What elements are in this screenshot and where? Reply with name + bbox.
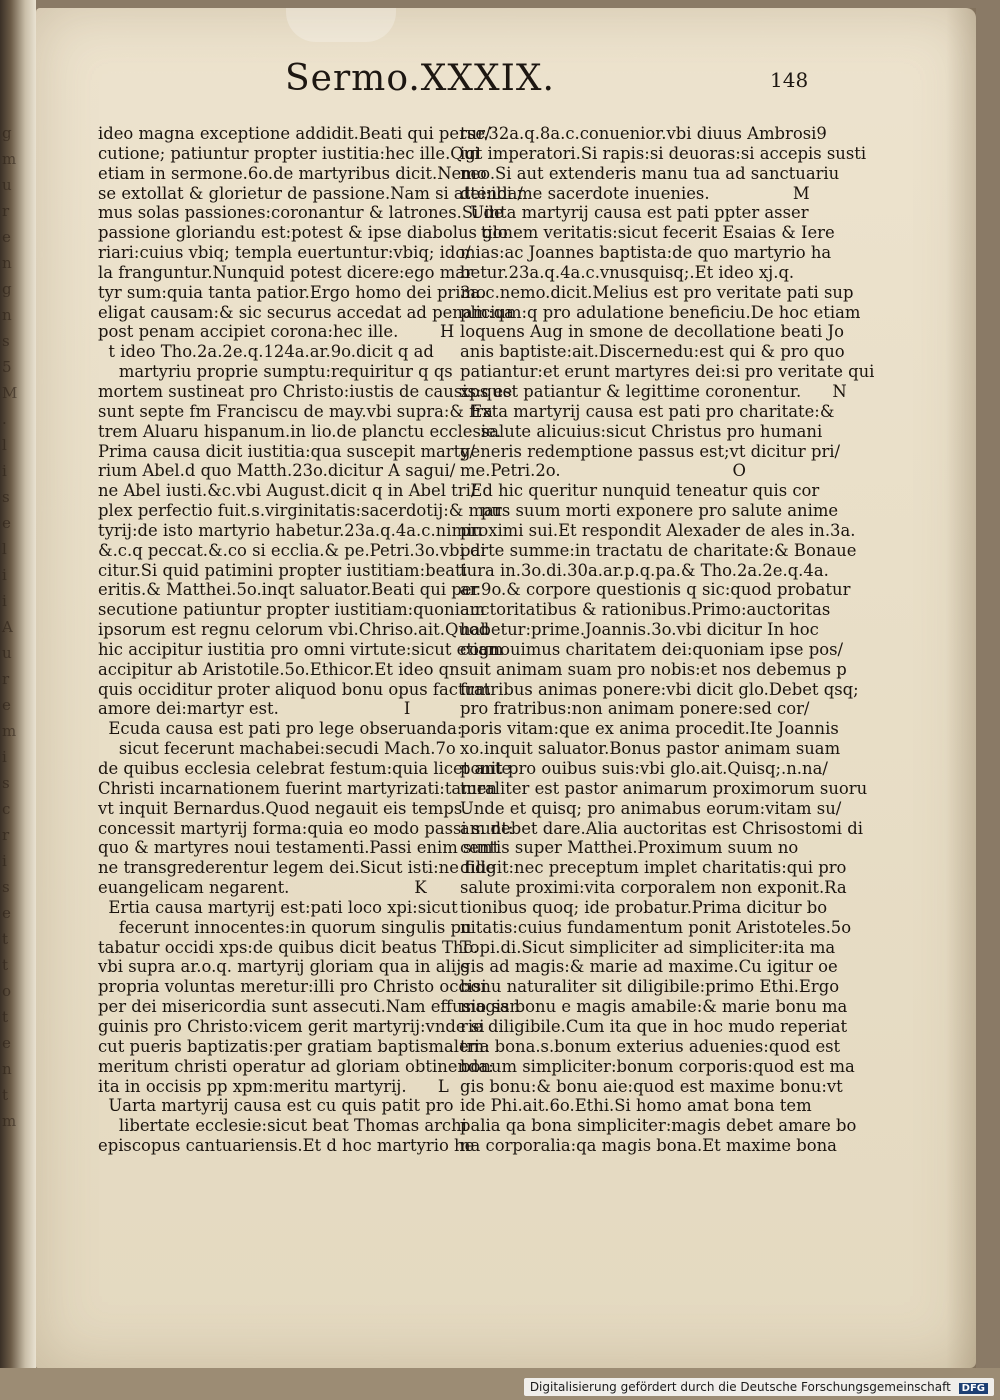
text-line: riari:cuius vbiq; templa euertuntur:vbiq; ido/: [98, 243, 471, 263]
text-line: ide Phi.ait.6o.Ethi.Si homo amat bona tem: [460, 1096, 812, 1116]
text-line: Ecuda causa est pati pro lege obseruanda:: [98, 719, 463, 739]
text-line: etiam in sermone.6o.de martyribus dicit.Nemo: [98, 163, 487, 183]
text-line: eligat causam:& sic securus accedat ad penam:qa: [98, 302, 514, 322]
text-line: concessit martyrij forma:quia eo modo passi sunt:: [98, 818, 514, 838]
text-line: magis bonu e magis amabile:& marie bonu ma: [460, 997, 848, 1017]
text-line: betur.23a.q.4a.c.vnusquisq;.Et ideo xj.q.: [460, 262, 795, 282]
text-line: cut pueris baptizatis:per gratiam baptismalem:: [98, 1036, 490, 1056]
digitization-credit: [524, 1378, 994, 1396]
text-line: generis redemptione passus est;vt dicitur pri/: [460, 441, 841, 461]
text-line: na corporalia:qa magis bona.Et maxime bona: [460, 1136, 837, 1156]
text-line: tionem veritatis:sicut fecerit Esaias & Iere: [460, 223, 835, 243]
text-line: auctoritatibus & rationibus.Primo:auctoritas: [460, 600, 831, 620]
text-line: cutione; patiuntur propter iustitia:hec ille.Qui: [98, 143, 480, 163]
text-line: dei:ibi me sacerdote inuenies. M: [460, 183, 810, 203]
text-line: tria bona.s.bonum exterius aduenies:quod est: [460, 1036, 841, 1056]
folio-number: 148: [770, 68, 809, 92]
text-line: trem Aluaru hispanum.in lio.de planctu ecclesie.: [98, 421, 502, 441]
text-line: martyriu proprie sumptu:requiritur q qs: [98, 362, 453, 382]
text-line: patiantur:et erunt martyres dei:si pro veritate qui: [460, 362, 875, 382]
text-line: accipitur ab Aristotile.5o.Ethicor.Et ideo qn: [98, 659, 460, 679]
text-line: libertate ecclesie:sicut beat Thomas archi: [98, 1116, 467, 1136]
text-line: ne transgrederentur legem dei.Sicut isti:ne fide: [98, 858, 496, 878]
text-line: hic accipitur iustitia pro omni virtute:sicut etiam: [98, 639, 504, 659]
text-line: mortem sustineat pro Christo:iustis de causis:que: [98, 381, 513, 401]
text-line: turaliter est pastor animarum proximorum suoru: [460, 778, 868, 798]
text-line: ne Abel iusti.&c.vbi August.dicit q in Abel tri/: [98, 481, 477, 501]
text-line: meritum christi operatur ad gloriam obtinenda:: [98, 1056, 494, 1076]
text-line: pus suum morti exponere pro salute anime: [460, 501, 839, 521]
text-line: de quibus ecclesia celebrat festum:quia licet ante: [98, 759, 512, 778]
text-line: episcopus cantuariensis.Et d hoc martyrio he: [98, 1136, 475, 1156]
text-line: Uarta martyrij causa est cu quis patit pro: [98, 1096, 454, 1116]
text-line: cognouimus charitatem dei:quoniam ipse pos/: [460, 639, 844, 659]
text-line: Uinta martyrij causa est pati ppter asser: [460, 203, 809, 223]
text-line: quo & martyres noui testamenti.Passi enim sunt: [98, 838, 500, 858]
text-line: ar.9o.& corpore questionis q sic:quod probatur: [460, 580, 851, 600]
text-line: parte summe:in tractatu de charitate:& Bonaue: [460, 540, 857, 560]
text-line: Unde et quisq; pro animabus eorum:vitam su/: [460, 798, 842, 818]
text-line: bonu naturaliter sit diligibile:primo Ethi.Ergo: [460, 977, 840, 997]
text-line: fratribus animas ponere:vbi dicit glo.Debet qsq;: [460, 679, 859, 699]
text-line: salute alicuius:sicut Christus pro humani: [460, 421, 823, 441]
text-line: salute proximi:vita corporalem non exponit.Ra: [460, 878, 847, 898]
page-header-title: Sermo.XXXIX.: [285, 58, 555, 99]
text-line: vbi supra ar.o.q. martyrij gloriam qua in alijs: [98, 957, 470, 977]
text-line: se extollat & glorietur de passione.Nam si attenda/: [98, 183, 523, 203]
text-line: neo.Si aut extenderis manu tua ad sanctuariu: [460, 163, 840, 183]
facing-page-edge: [0, 0, 36, 1400]
text-line: ponit pro ouibus suis:vbi glo.ait.Quisq;.n.na/: [460, 759, 828, 778]
text-line: plex perfectio fuit.s.virginitatis:sacerdotij:& mar: [98, 501, 502, 521]
text-line: &.c.q peccat.&.co si ecclia.& pe.Petri.3o.vbi di: [98, 540, 486, 560]
text-line: 3a.c.nemo.dicit.Melius est pro veritate pati sup: [460, 282, 854, 302]
text-line: tionibus quoq; ide probatur.Prima dicitur bo: [460, 897, 828, 917]
text-line: fecerunt innocentes:in quorum singulis pu: [98, 917, 472, 937]
text-line: per dei misericordia sunt assecuti.Nam effusio san: [98, 997, 521, 1017]
text-line: citur.Si quid patimini propter iustitiam:beati: [98, 560, 467, 580]
text-line: suit animam suam pro nobis:et nos debemus p: [460, 659, 847, 679]
text-line: rie diligibile.Cum ita que in hoc mudo reperiat: [460, 1016, 848, 1036]
text-line: guinis pro Christo:vicem gerit martyrij:vnde si: [98, 1016, 485, 1036]
text-line: quis occiditur proter aliquod bonu opus factum: [98, 679, 491, 699]
facing-page-text: g m u r e n g n s 5 M . l i s e l i i A u r e m i s c r i s e t t o t e n t m: [2, 124, 18, 1130]
text-line: loquens Aug in smone de decollatione beati Jo: [460, 322, 844, 342]
text-line: Ed hic queritur nunquid teneatur quis cor: [460, 481, 820, 501]
text-line: xps est patiantur & legittime coronentur. N: [460, 381, 847, 401]
left-text-column: [98, 124, 523, 1156]
text-line: plicium:q pro adulatione beneficiu.De hoc etiam: [460, 302, 861, 322]
text-line: ideo magna exceptione addidit.Beati qui perse/: [98, 124, 491, 143]
text-line: xo.inquit saluator.Bonus pastor animam suam: [460, 739, 841, 759]
text-line: tyr sum:quia tanta patior.Ergo homo dei primo: [98, 282, 486, 302]
text-line: secutione patiuntur propter iustitiam:quoniam: [98, 600, 486, 620]
page-clip: [286, 8, 396, 42]
dfg-logo: DFG: [959, 1383, 988, 1394]
text-line: sunt septe fm Franciscu de may.vbi supra:& fra: [98, 401, 493, 421]
text-line: diligit:nec preceptum implet charitatis:qui pro: [460, 858, 847, 878]
page-edge-shadow: [946, 8, 976, 1368]
text-line: pro fratribus:non animam ponere:sed cor/: [460, 699, 810, 719]
text-line: anis baptiste:ait.Discernedu:est qui & pro quo: [460, 342, 845, 362]
text-line: tur.32a.q.8a.c.conuenior.vbi diuus Ambrosi9: [460, 124, 827, 143]
text-line: t ideo Tho.2a.2e.q.124a.ar.9o.dicit q ad: [98, 342, 434, 362]
text-line: Exta martyrij causa est pati pro charitate:&: [460, 401, 835, 421]
text-line: la franguntur.Nunquid potest dicere:ego mar: [98, 262, 473, 282]
text-line: vt inquit Bernardus.Quod negauit eis temps: [98, 798, 463, 818]
text-line: nitatis:cuius fundamentum ponit Aristoteles.5o: [460, 917, 852, 937]
credit-text: Digitalisierung gefördert durch die Deutsche Forschungsgemeinschaft: [529, 1380, 951, 1394]
text-line: igt imperatori.Si rapis:si deuoras:si accepis susti: [460, 143, 867, 163]
text-line: propria voluntas meretur:illi pro Christo occisi: [98, 977, 487, 997]
text-line: Topi.di.Sicut simpliciter ad simpliciter:ita ma: [460, 937, 836, 957]
text-line: am debet dare.Alia auctoritas est Chrisostomi di: [460, 818, 863, 838]
text-line: tura in.3o.di.30a.ar.p.q.pa.& Tho.2a.2e.q.4a.: [460, 560, 829, 580]
text-line: post penam accipiet corona:hec ille. H: [98, 322, 455, 342]
text-line: ipsorum est regnu celorum vbi.Chriso.ait.Quod: [98, 620, 490, 640]
text-line: mias:ac Joannes baptista:de quo martyrio ha: [460, 243, 832, 263]
text-line: poris vitam:que ex anima procedit.Ite Joannis: [460, 719, 839, 739]
text-line: eritis.& Matthei.5o.inqt saluator.Beati qui per: [98, 580, 480, 600]
text-line: tyrij:de isto martyrio habetur.23a.q.4a.c.nimiu: [98, 520, 483, 540]
right-text-column: [460, 124, 875, 1156]
text-line: euangelicam negarent. K: [98, 878, 427, 898]
text-line: tabatur occidi xps:de quibus dicit beatus Tho.: [98, 937, 479, 957]
text-line: proximi sui.Et respondit Alexader de ales in.3a.: [460, 520, 856, 540]
text-line: bonum simpliciter:bonum corporis:quod est ma: [460, 1056, 855, 1076]
text-line: habetur:prime.Joannis.3o.vbi dicitur In hoc: [460, 620, 819, 640]
text-line: mus solas passiones:coronantur & latrones.Si de: [98, 203, 504, 223]
text-line: Prima causa dicit iustitia:qua suscepit marty/: [98, 441, 475, 461]
text-line: passione gloriandu est:potest & ipse diabolus glo: [98, 223, 508, 243]
text-line: Christi incarnationem fuerint martyrizati:tamen: [98, 778, 497, 798]
text-line: rium Abel.d quo Matth.23o.dicitur A sagui/: [98, 461, 456, 481]
text-line: palia qa bona simpliciter:magis debet amare bo: [460, 1116, 857, 1136]
text-line: amore dei:martyr est. I: [98, 699, 411, 719]
text-line: gis ad magis:& marie ad maxime.Cu igitur oe: [460, 957, 838, 977]
text-line: Ertia causa martyrij est:pati loco xpi:sicut: [98, 897, 458, 917]
text-line: sicut fecerunt machabei:secudi Mach.7o: [98, 739, 456, 759]
text-line: ita in occisis pp xpm:meritu martyrij. L: [98, 1076, 449, 1096]
text-line: gis bonu:& bonu aie:quod est maxime bonu:vt: [460, 1076, 843, 1096]
text-line: centis super Matthei.Proximum suum no: [460, 838, 799, 858]
text-line: me.Petri.2o. O: [460, 461, 746, 481]
